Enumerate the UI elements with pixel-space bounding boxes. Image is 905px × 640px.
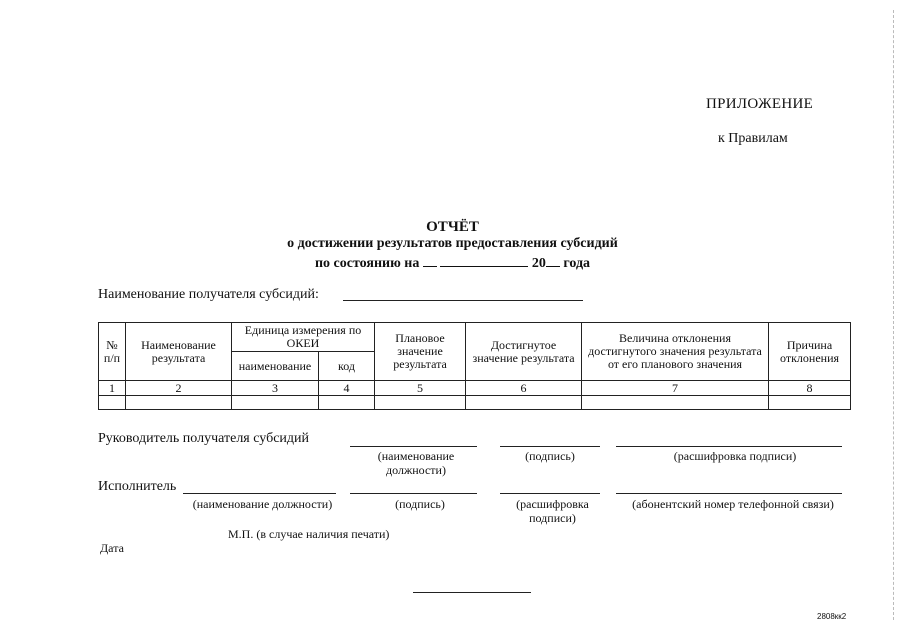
exec-position-caption: (наименование должности) (192, 497, 333, 511)
year-prefix: 20 (531, 256, 546, 271)
header-deviation: Величина отклонения достигнутого значения результата от его планового значения (582, 323, 769, 381)
appendix-heading: ПРИЛОЖЕНИЕ (706, 96, 814, 112)
date-suffix: года (563, 256, 591, 271)
executor-label: Исполнитель (98, 479, 177, 494)
header-unit-code: код (319, 352, 375, 381)
col-number: 1 (99, 381, 126, 396)
col-number: 6 (466, 381, 582, 396)
header-reason: Причина отклонения (769, 323, 851, 381)
footer-code: 2808кк2 (817, 612, 847, 621)
col-number: 3 (232, 381, 319, 396)
exec-position-field[interactable] (183, 493, 336, 494)
column-numbers-row (99, 381, 851, 396)
report-date-line (0, 254, 905, 272)
header-name: Наименование результата (126, 323, 232, 381)
header-planned: Плановое значение результата (375, 323, 466, 381)
table-cell[interactable] (319, 396, 375, 410)
appendix-subheading: к Правилам (718, 131, 788, 146)
day-blank (423, 254, 437, 267)
exec-signature-caption: (подпись) (395, 497, 445, 511)
recipient-label: Наименование получателя субсидий: (98, 287, 319, 302)
exec-signature-field[interactable] (350, 493, 477, 494)
date-prefix: по состоянию на (314, 256, 420, 271)
table-cell[interactable] (582, 396, 769, 410)
table-cell[interactable] (769, 396, 851, 410)
table-cell[interactable] (126, 396, 232, 410)
exec-decoding-field[interactable] (500, 493, 600, 494)
col-number: 7 (582, 381, 769, 396)
scan-edge-right (893, 10, 894, 620)
results-table (98, 322, 851, 410)
table-cell[interactable] (99, 396, 126, 410)
exec-phone-caption: (абонентский номер телефонной связи) (632, 497, 834, 511)
report-subtitle: о достижении результатов предоставления субсидий (287, 236, 618, 251)
col-number: 2 (126, 381, 232, 396)
header-num: № п/п (99, 323, 126, 381)
col-number: 5 (375, 381, 466, 396)
table-cell[interactable] (232, 396, 319, 410)
exec-decoding-caption: (расшифровка подписи) (516, 497, 589, 525)
col-number: 8 (769, 381, 851, 396)
head-label: Руководитель получателя субсидий (98, 431, 310, 446)
stamp-note: М.П. (в случае наличия печати) (228, 527, 390, 541)
col-number: 4 (319, 381, 375, 396)
table-cell[interactable] (375, 396, 466, 410)
year-blank (546, 254, 560, 267)
header-unit-name: наименование (232, 352, 319, 381)
report-title: ОТЧЁТ (426, 219, 479, 235)
head-signature-caption: (подпись) (525, 449, 575, 463)
table-row (99, 396, 851, 410)
date-field[interactable] (413, 592, 531, 593)
recipient-name-field[interactable] (343, 300, 583, 301)
head-position-field[interactable] (350, 446, 477, 447)
exec-phone-field[interactable] (616, 493, 842, 494)
head-decoding-field[interactable] (616, 446, 842, 447)
date-label: Дата (100, 541, 124, 555)
table-cell[interactable] (466, 396, 582, 410)
month-blank (440, 254, 528, 267)
header-unit-group: Единица измерения по ОКЕИ (232, 323, 375, 352)
head-decoding-caption: (расшифровка подписи) (673, 449, 797, 463)
header-achieved: Достигнутое значение результата (466, 323, 582, 381)
head-signature-field[interactable] (500, 446, 600, 447)
head-position-caption: (наименование должности) (377, 449, 455, 477)
